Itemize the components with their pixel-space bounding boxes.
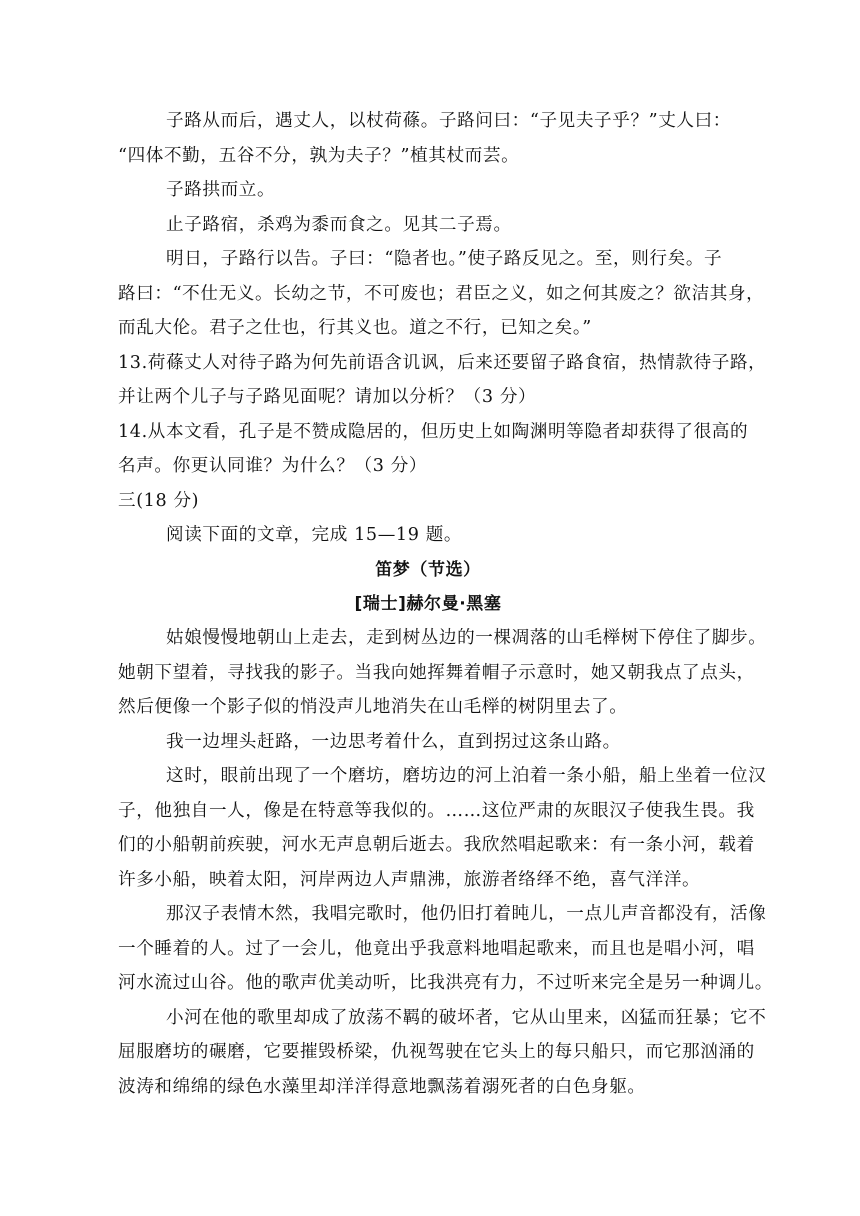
article-author: [瑞士]赫尔曼·黑塞 xyxy=(354,594,502,614)
article-line: 波涛和绵绵的绿色水藻里却洋洋得意地飘荡着溺死者的白色身躯。 xyxy=(118,1076,646,1097)
passage-line: 明日，子路行以告。子曰：“隐者也。”使子路反见之。至，则行矣。子 xyxy=(166,249,723,269)
article-line: 小河在他的歌里却成了放荡不羁的破坏者，它从山里来，凶猛而狂暴；它不 xyxy=(166,1007,767,1028)
passage-line: 止子路宿，杀鸡为黍而食之。见其二子焉。 xyxy=(166,214,512,235)
question-14-line: 名声。你更认同谁？为什么？（3 分） xyxy=(118,456,428,476)
passage-line: 子路拱而立。 xyxy=(166,180,276,200)
question-list xyxy=(118,346,767,484)
article-line: 她朝下望着，寻找我的影子。当我向她挥舞着帽子示意时，她又朝我点了点头， xyxy=(118,662,755,683)
article-body xyxy=(118,621,773,1104)
article-line: 一个睡着的人。过了一会儿，他竟出乎我意料地唱起歌来，而且也是唱小河，唱 xyxy=(118,938,755,959)
passage-line: 而乱大伦。君子之仕也，行其义也。道之不行，已知之矣。” xyxy=(118,318,592,338)
article-line: 姑娘慢慢地朝山上走去，走到树丛边的一棵凋落的山毛榉树下停住了脚步。 xyxy=(166,628,767,648)
article-line: 那汉子表情木然，我唱完歌时，他仍旧打着盹儿，一点儿声音都没有，活像 xyxy=(166,904,767,924)
article-line: 屈服磨坊的碾磨，它要摧毁桥梁，仇视驾驶在它头上的每只船只，而它那汹涌的 xyxy=(118,1042,755,1062)
article-title: 笛梦（节选） xyxy=(375,559,481,580)
article-line: 然后便像一个影子似的悄没声儿地消失在山毛榉的树阴里去了。 xyxy=(118,697,628,717)
question-13-line: 13.荷蓧丈人对待子路为何先前语含讥讽，后来还要留子路食宿，热情款待子路， xyxy=(118,352,767,373)
section-instruction: 阅读下面的文章，完成 15—19 题。 xyxy=(166,525,463,545)
question-13-line: 并让两个儿子与子路见面呢？请加以分析？（3 分） xyxy=(118,387,537,407)
passage-line: 子路从而后，遇丈人，以杖荷蓧。子路问曰：“子见夫子乎？”丈人曰： xyxy=(166,111,732,131)
article-line: 许多小船，映着太阳，河岸两边人声鼎沸，旅游者络绎不绝，喜气洋洋。 xyxy=(118,869,701,890)
article-line: 子，他独自一人，像是在特意等我似的。……这位严肃的灰眼汉子使我生畏。我 xyxy=(118,800,755,821)
article-line: 们的小船朝前疾驶，河水无声息朝后逝去。我欣然唱起歌来：有一条小河，载着 xyxy=(118,835,755,855)
article-line: 我一边埋头赶路，一边思考着什么，直到拐过这条山路。 xyxy=(166,731,621,752)
article-line: 河水流过山谷。他的歌声优美动听，比我洪亮有力，不过听来完全是另一种调儿。 xyxy=(118,973,773,993)
passage-line: 路曰：“不仕无义。长幼之节，不可废也；君臣之义，如之何其废之？欲洁其身， xyxy=(118,283,765,304)
article-line: 这时，眼前出现了一个磨坊，磨坊边的河上泊着一条小船，船上坐着一位汉 xyxy=(166,766,767,786)
question-14-line: 14.从本文看，孔子是不赞成隐居的，但历史上如陶渊明等隐者却获得了很高的 xyxy=(118,421,749,442)
passage-line: “四体不勤，五谷不分，孰为夫子？”植其杖而芸。 xyxy=(118,145,520,166)
classical-passage xyxy=(118,104,765,346)
document-page xyxy=(118,104,773,1104)
section-heading: 三(18 分) xyxy=(118,490,200,511)
